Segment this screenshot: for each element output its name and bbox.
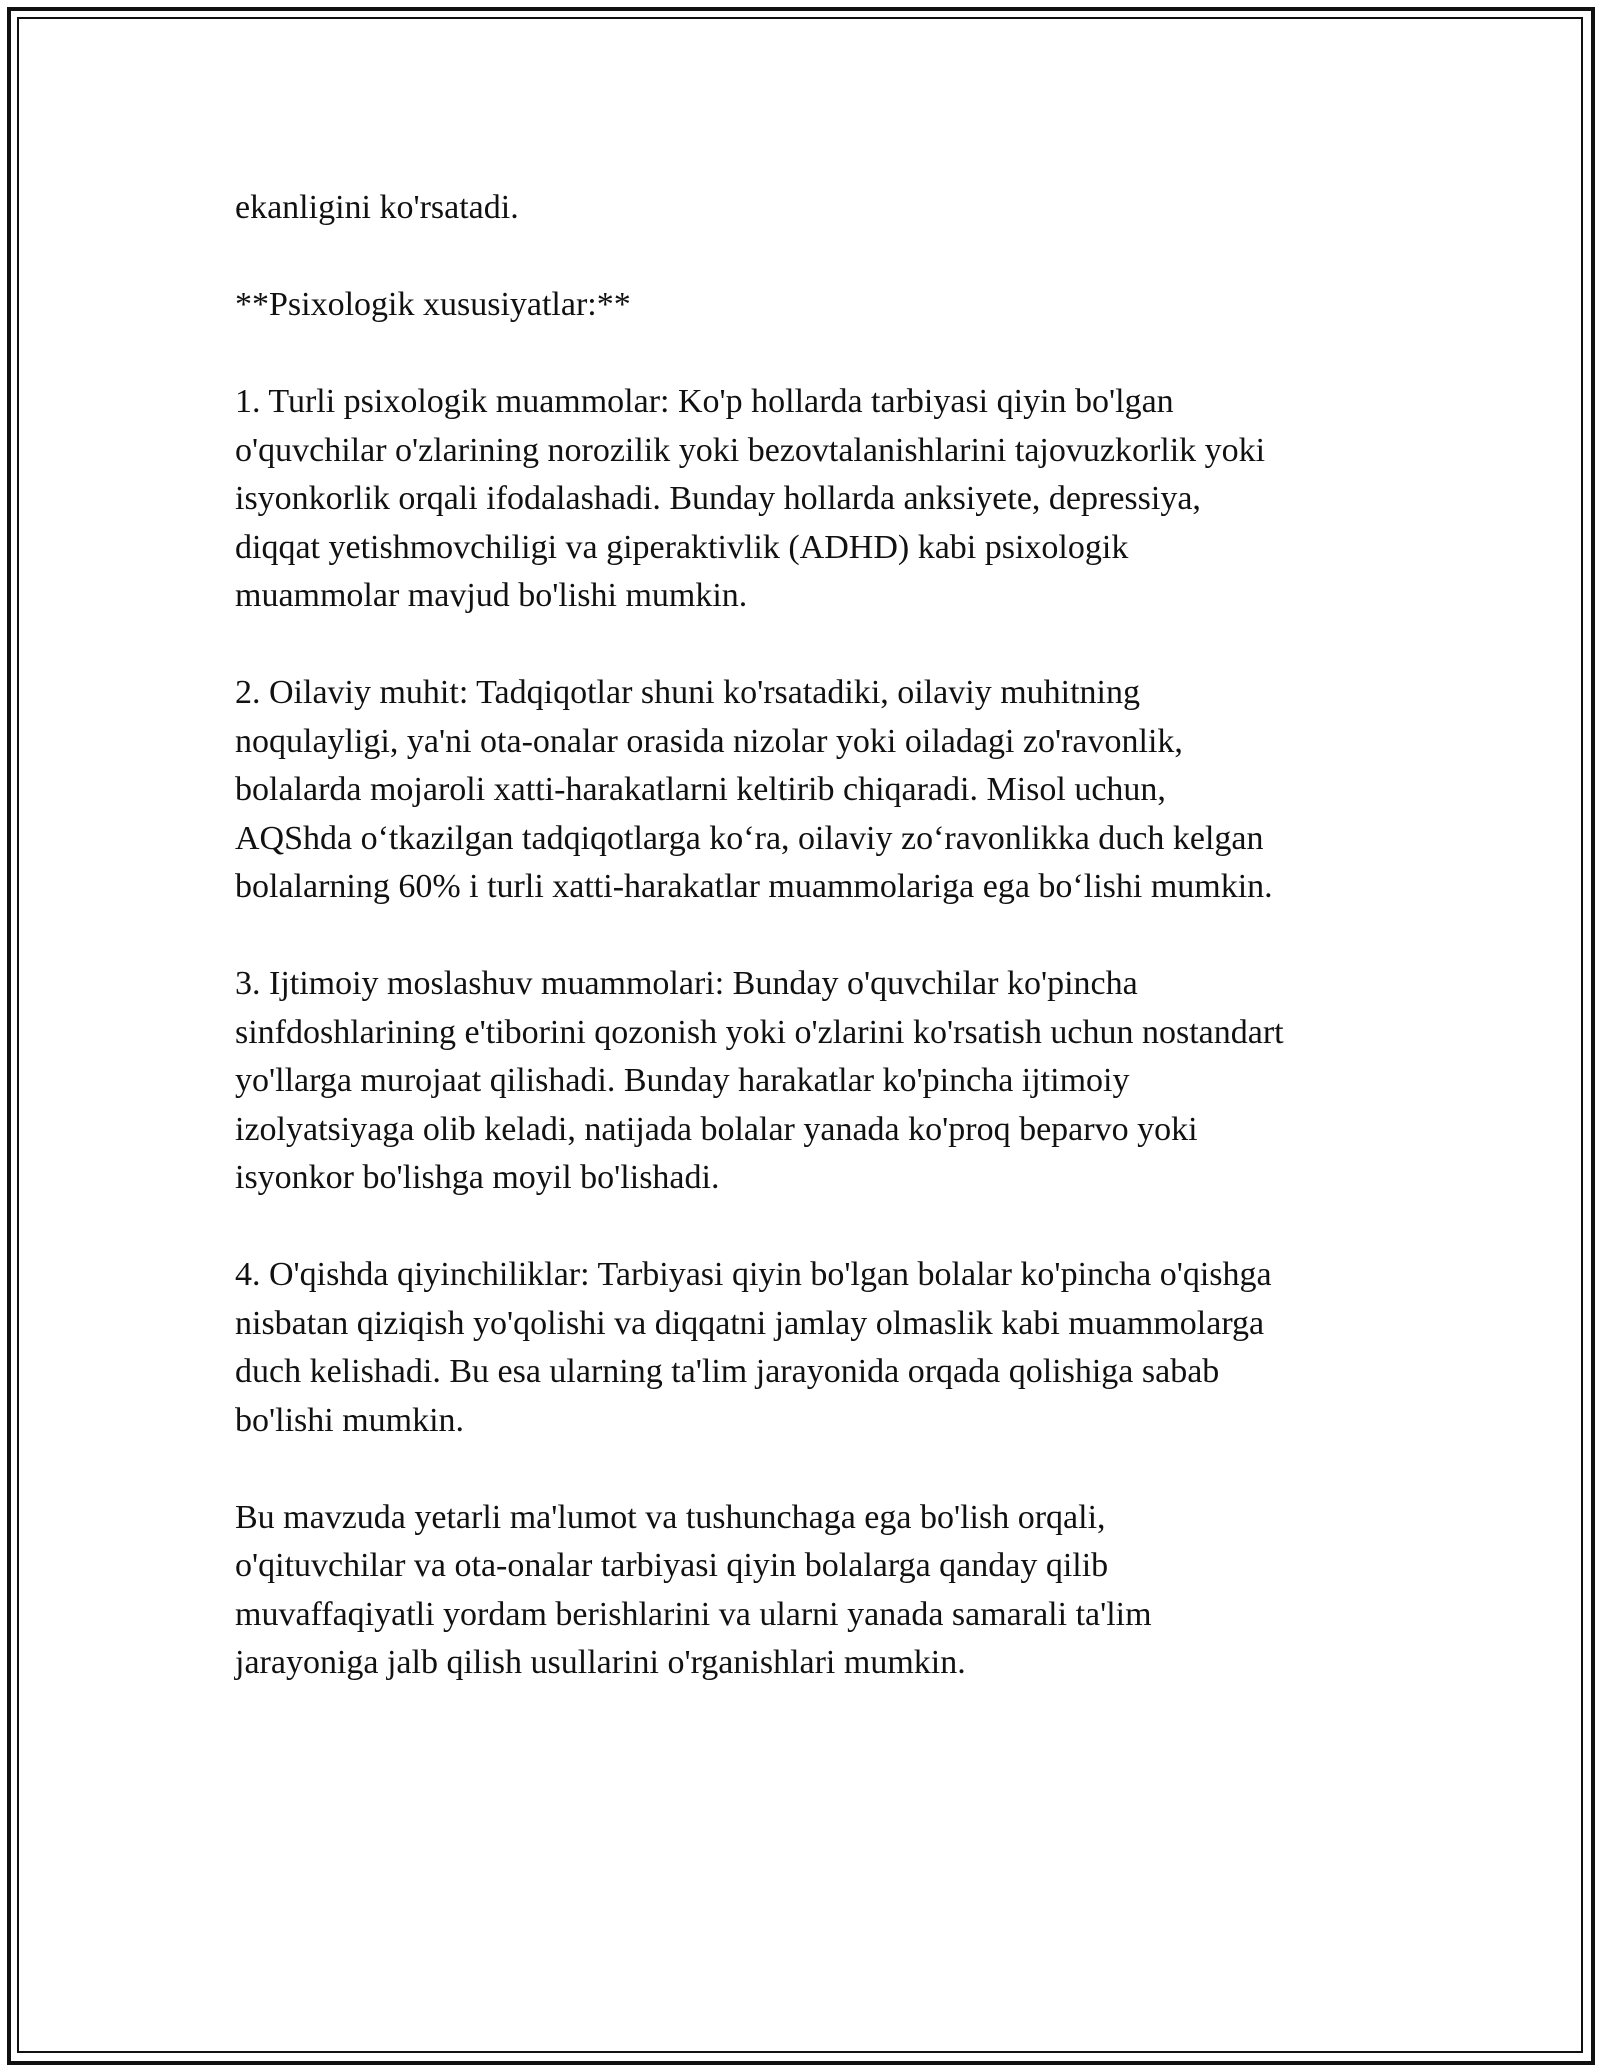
paragraph-conclusion: Bu mavzuda yetarli ma'lumot va tushunchaga ega bo'lish orqali, o'qituvchilar va ota-onalar tarbiyasi qiyin bolalarga qanday qilib muvaffaqiyatli yordam berishlarini va ularni yanada samarali ta'lim jarayoniga jalb qilish usullarini o'rganishlari mumkin. bbox=[235, 1498, 1152, 1681]
paragraph-item-1: 1. Turli psixologik muammolar: Ko'p hollarda tarbiyasi qiyin bo'lgan o'quvchilar o'zlarining norozilik yoki bezovtalanishlarini tajovuzkorlik yoki isyonkorlik orqali ifodalashadi. Bunday hollarda anksiyete, depressiya, diqqat yetishmovchiligi va giperaktivlik (ADHD) kabi psixologik muammolar mavjud bo'lishi mumkin. bbox=[235, 383, 1266, 614]
paragraph-item-4: 4. O'qishda qiyinchiliklar: Tarbiyasi qiyin bo'lgan bolalar ko'pincha o'qishga nisbatan qiziqish yo'qolishi va diqqatni jamlay olmaslik kabi muammolarga duch kelishadi. Bu esa ularning ta'lim jarayonida orqada qolishiga sabab bo'lishi mumkin. bbox=[235, 1256, 1272, 1439]
paragraph-continuation: ekanligini ko'rsatadi. bbox=[235, 189, 519, 226]
section-heading: **Psixologik xususiyatlar:** bbox=[235, 286, 631, 323]
document-body bbox=[235, 184, 1395, 1688]
paragraph-item-3: 3. Ijtimoiy moslashuv muammolari: Bunday o'quvchilar ko'pincha sinfdoshlarining e'tiborini qozonish yoki o'zlarini ko'rsatish uchun nostandart yo'llarga murojaat qilishadi. Bunday harakatlar ko'pincha ijtimoiy izolyatsiyaga olib keladi, natijada bolalar yanada ko'proq beparvo yoki isyonkor bo'lishga moyil bo'lishadi. bbox=[235, 965, 1284, 1196]
paragraph-item-2: 2. Oilaviy muhit: Tadqiqotlar shuni ko'rsatadiki, oilaviy muhitning noqulayligi, ya'ni ota-onalar orasida nizolar yoki oiladagi zo'ravonlik, bolalarda mojaroli xatti-harakatlarni keltirib chiqaradi. Misol uchun, AQShda o‘tkazilgan tadqiqotlarga ko‘ra, oilaviy zo‘ravonlikka duch kelgan bolalarning 60% i turli xatti-harakatlar muammolariga ega bo‘lishi mumkin. bbox=[235, 674, 1273, 905]
